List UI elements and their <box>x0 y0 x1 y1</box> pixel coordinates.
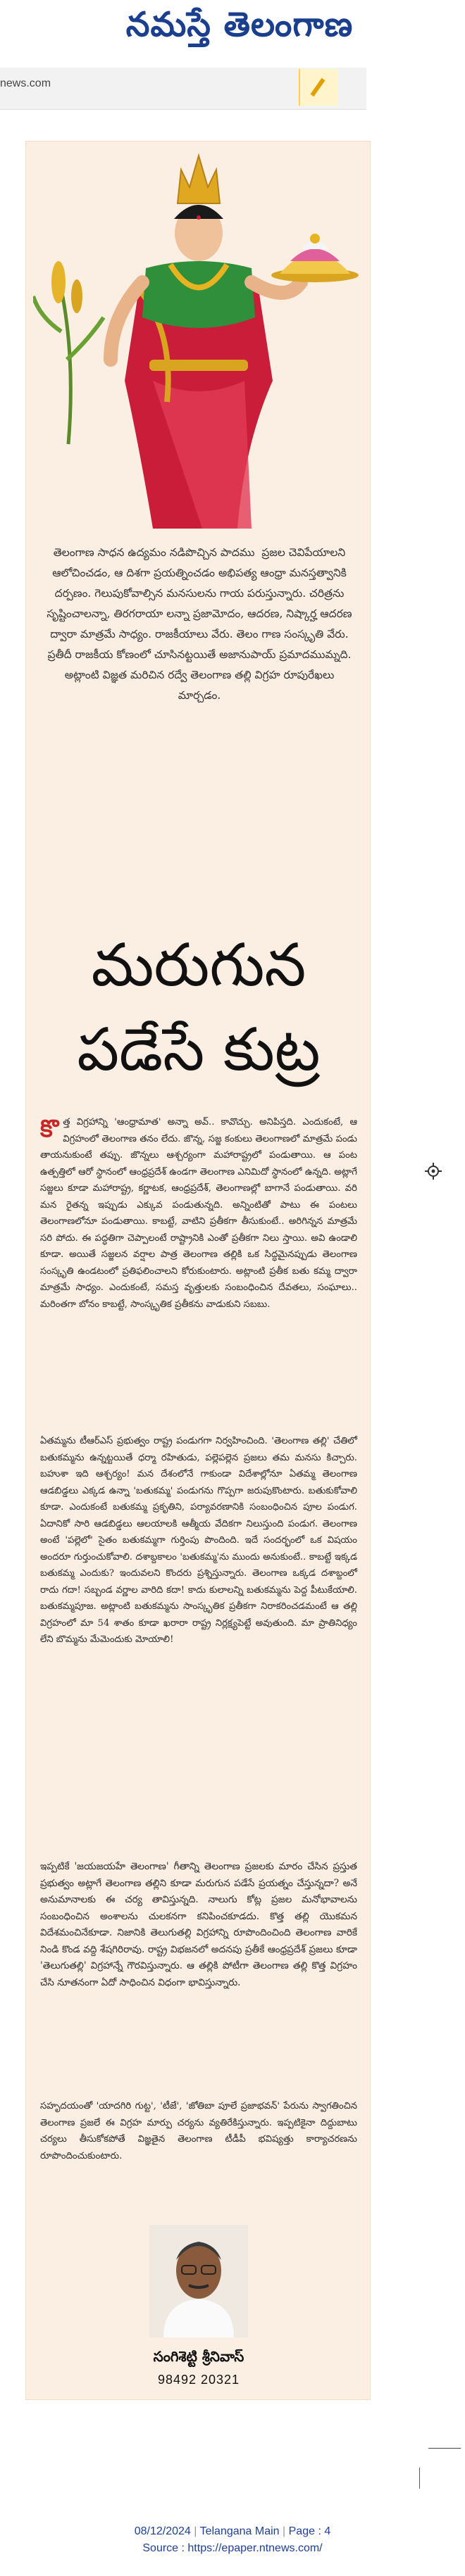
headline-line-2: పడేసే కుట్ర <box>77 1015 321 1084</box>
footer-source[interactable]: Source : https://epaper.ntnews.com/ <box>142 2542 323 2554</box>
footer-page: Page : 4 <box>288 2525 331 2537</box>
footer-edition: Telangana Main <box>199 2525 280 2537</box>
body-paragraph-1 <box>40 1114 357 1313</box>
corn-icon <box>33 261 104 444</box>
headline-line-1: మరుగున <box>91 930 306 999</box>
newspaper-title: నమస్తే తెలంగాణ <box>125 5 354 44</box>
bathukamma-icon <box>271 234 359 282</box>
masthead <box>85 0 395 49</box>
headline <box>26 923 371 1092</box>
body-paragraph-1-text: త్త విగ్రహాన్ని 'ఆంధ్రామాత' అన్నా అవ్.. కావొచ్చు. అనిపిస్తది. ఎందుకంటే, ఆ విగ్రహంలో తెలంగాణ తనం లేదు. జొన్న, సజ్జ కంకులు తెలంగాణలో మాత్రమే పండు తాయనుకుంటే తప్పు. జొన్నలు ఆశ్చర్యంగా మహారాష్ట్రలో పండుతాయి. ఆ పంట ఉత్పత్తిలో ఆరో స్థానంలో ఆంధ్రప్రదేశ్ ఉండగా తెలంగాణ ఎనిమిదో స్థానంలో ఉన్నది. అట్లాగే సజ్జలు కూడా మహారాష్ట్ర, కర్ణాటక, ఆంధ్రప్రదేశ్, తెలంగాణల్లో బాగానే పండుతాయి. వరి మన రైతన్న ఇప్పుడు ఎక్కువ పండుతున్నది. అన్నింటితో పాటు ఈ పంటలు తెలంగాణలోనూ పండుతాయి. కాబట్టే, వాటిని ప్రతీకగా తీసుకుంటే.. అరిగిన్నన మాత్రమే సరి పోదు. ఈ పద్ధతిగా చెప్పాలంటే రాష్ట్రానికి ఎంతో ప్రతీకగా నిలు స్తాయి. అవి ఉండాలి కూడా. అయితే సజ్జలన వర్షాల పాత్ర తెలంగాణ తల్లికి ఒక సిద్ధమైనప్పుడు తెలంగాణ సంస్కృతి ఉండటంలో ప్రతిఫలించాలని కోరుకుంటారు. అట్లాంటి ప్రతీక బతు కమ్మ ద్వారా మాత్రమే సాధ్యం. ఎందుకంటే, సమస్త వృత్తులకు సంబంధించిన దేవతలు, సంఘాలు.. మరింతగా బోనం కాబట్టే, సాంస్కృతిక ప్రతీకను వాడుకుని సబబు. <box>40 1117 357 1310</box>
footer-date: 08/12/2024 <box>134 2525 191 2537</box>
footer <box>0 2523 465 2557</box>
author-phone: 98492 20321 <box>157 2373 240 2387</box>
site-url: news.com <box>0 77 51 89</box>
body-paragraph-4: సహృదయంతో 'యాదగిరి గుట్ట', 'టీజే', 'జోతిబా పూలే ప్రజాభవన్' పేరును స్వాగతించిన తెలంగాణ ప్రజలే ఈ విగ్రహ మార్పు చర్యను వ్యతిరేకిస్తున్నారు. ఇప్పటికైనా దిద్దుబాటు చర్యలు తీసుకోకపోతే విజ్ఞతైన తెలంగాణ టీడీపీ భవిష్యత్తు కార్యాచరణను రూపొందించుకుంటారు. <box>40 2101 357 2161</box>
dropcap: కొ <box>40 1115 59 1143</box>
divider-line <box>428 2448 461 2449</box>
author-name: సంగిశెట్టి శ్రీనివాస్ <box>153 2348 244 2365</box>
divider-bar <box>419 2468 420 2489</box>
body-paragraph-2: ఏతమ్మను టీఆర్ఎస్ ప్రభుత్వం రాష్ట్ర పండుగగా నిర్వహించింది. 'తెలంగాణ తల్లి' చేతిలో బతుకమ్మను ఉన్నట్టయితే ధర్మా రహితుడు, పల్లెపల్లెన ప్రజలు తమ మనసు కిచ్చారు. బహుశా ఇది ఆశ్చర్యం! మన దేశంలోనే గాకుండా విదేశాల్లోనూ ఏతమ్మ తెలంగాణ ఆడబిడ్డలు ఎక్కడ ఉన్నా 'బతుకమ్మ' పండుగను గొప్పగా జరుపుకొంటారు. బతుకుకోవాలి కూడా. ఎందుకంటే బతుకమ్మ ప్రకృతిని, పర్యావరణానికి సంబంధించిన పూల పండుగ. ఏదానికో సారి ఆడబిడ్డలు ఆలయాలకి ఆత్మీయ వేదికగా నిలుస్తుంది పండుగ. తెలంగాణ అంటే 'పల్లెలో' సైతం బతుకమ్మగా గుర్తింపు పొందింది. ఇదే సందర్భంలో ఒక విషయం అందరూ గుర్తుంచుకోవాలి. దశాబ్దకాలం 'బతుకమ్మ'ను ముందు అనుకుంటే.. కాబట్టే ఇక్కడ బతుకమ్మ ఎందుకు? ఇందువలని కొందరు ప్రశ్నిస్తున్నారు. తెలంగాణ ఒక్కడ దశాబ్దంలో రాదు గదా! సబ్బండ వర్ణాల వారిది కదా! కాదు కులాలన్ని బతుకమ్మను పెద్ద పీటుకేయాలి. బతుకమ్మపూజ. అట్లాంటి బతుకమ్మను సాంస్కృతిక ప్రతీకగా నిరాకరించడమంటే ఆ తల్లి విగ్రహంలో మా 54 శాతం కూడా ఖరారా రాష్ట్ర నిర్లక్ష్యపెట్టే అవుతుంది. మా ప్రాతినిధ్యం లేని బొమ్మను మేమెందుకు మోయాలి! <box>40 1436 357 1645</box>
telangana-talli-illustration <box>33 149 364 543</box>
lead-paragraph: తెలంగాణ సాధన ఉద్యమం నడిపొచ్చిన పాదము ప్రజల చెవిపేయాలని ఆలోచించడం, ఆ దిశగా ప్రయత్నించడం అభిపత్య ఆంధ్రా మనస్తత్వానికి దర్పణం. గెలుపుకోవాల్సిన మనసులను గాయ పరుస్తున్నారు. చరిత్రను సృష్టించాలన్నా, తిరగరాయా లన్నా ప్రజామోదం, ఆదరణ, నిష్కార్హ ఆదరణ ద్వారా మాత్రమే సాధ్యం. రాజకీయాలు వేరు. తెలం గాణ సంస్కృతి వేరు. ప్రతీదీ రాజకీయ కోణంలో చూసినట్టయితే అజానుపాయ్ ప్రమాదముమ్నది. అట్లాంటి విజ్ఞత మరిచిన రద్వే తెలంగాణ తల్లి విగ్రహ రూపురేఖలు మార్చడం. <box>46 546 352 702</box>
pencil-icon <box>299 69 338 106</box>
footer-meta: 08/12/2024 | Telangana Main | Page : 4 <box>134 2525 331 2537</box>
crosshair-icon <box>425 1163 442 1180</box>
article-panel <box>25 141 371 2400</box>
body-paragraph-3: ఇప్పటికే 'జయజయహే తెలంగాణ' గీతాన్ని తెలంగాణ ప్రజలకు మారం చేసిన ప్రస్తుత ప్రభుత్వం అట్లాగే తెలంగాణ తల్లిని కూడా మరుగున పడేసే ప్రయత్నం చేస్తున్నదా? అనే అనుమానాలకు ఈ చర్య తావిస్తున్నది. నాలుగు కోట్ల ప్రజల మనోభావాలను సంబంధించిన అంశాలను చులకనగా కనిపించకూడదు. కొత్త తల్లి యొకమన విదేశమంచినేకూడా. నిజానికి తెలుగుతల్లి విగ్రహాన్ని రూపొందించింది తెలంగాణ వారికే నిండి కొండ వద్ది శేషగిరిరావు. రాష్ట్ర విభజనలో అదనపు ప్రతీకే ఆంధ్రప్రదేశ్ ప్రజలు కూడా 'తెలుగుతల్లి' విగ్రహాన్నే గౌరవిస్తున్నారు. ఆ తల్లికి పోటీగా తెలంగాణ తల్లి కొత్త విగ్రహం చేసి నూతనంగా ఏదో సాధించిన విధంగా భావిస్తున్నారు. <box>40 1861 357 1988</box>
author-photo <box>149 2225 248 2337</box>
